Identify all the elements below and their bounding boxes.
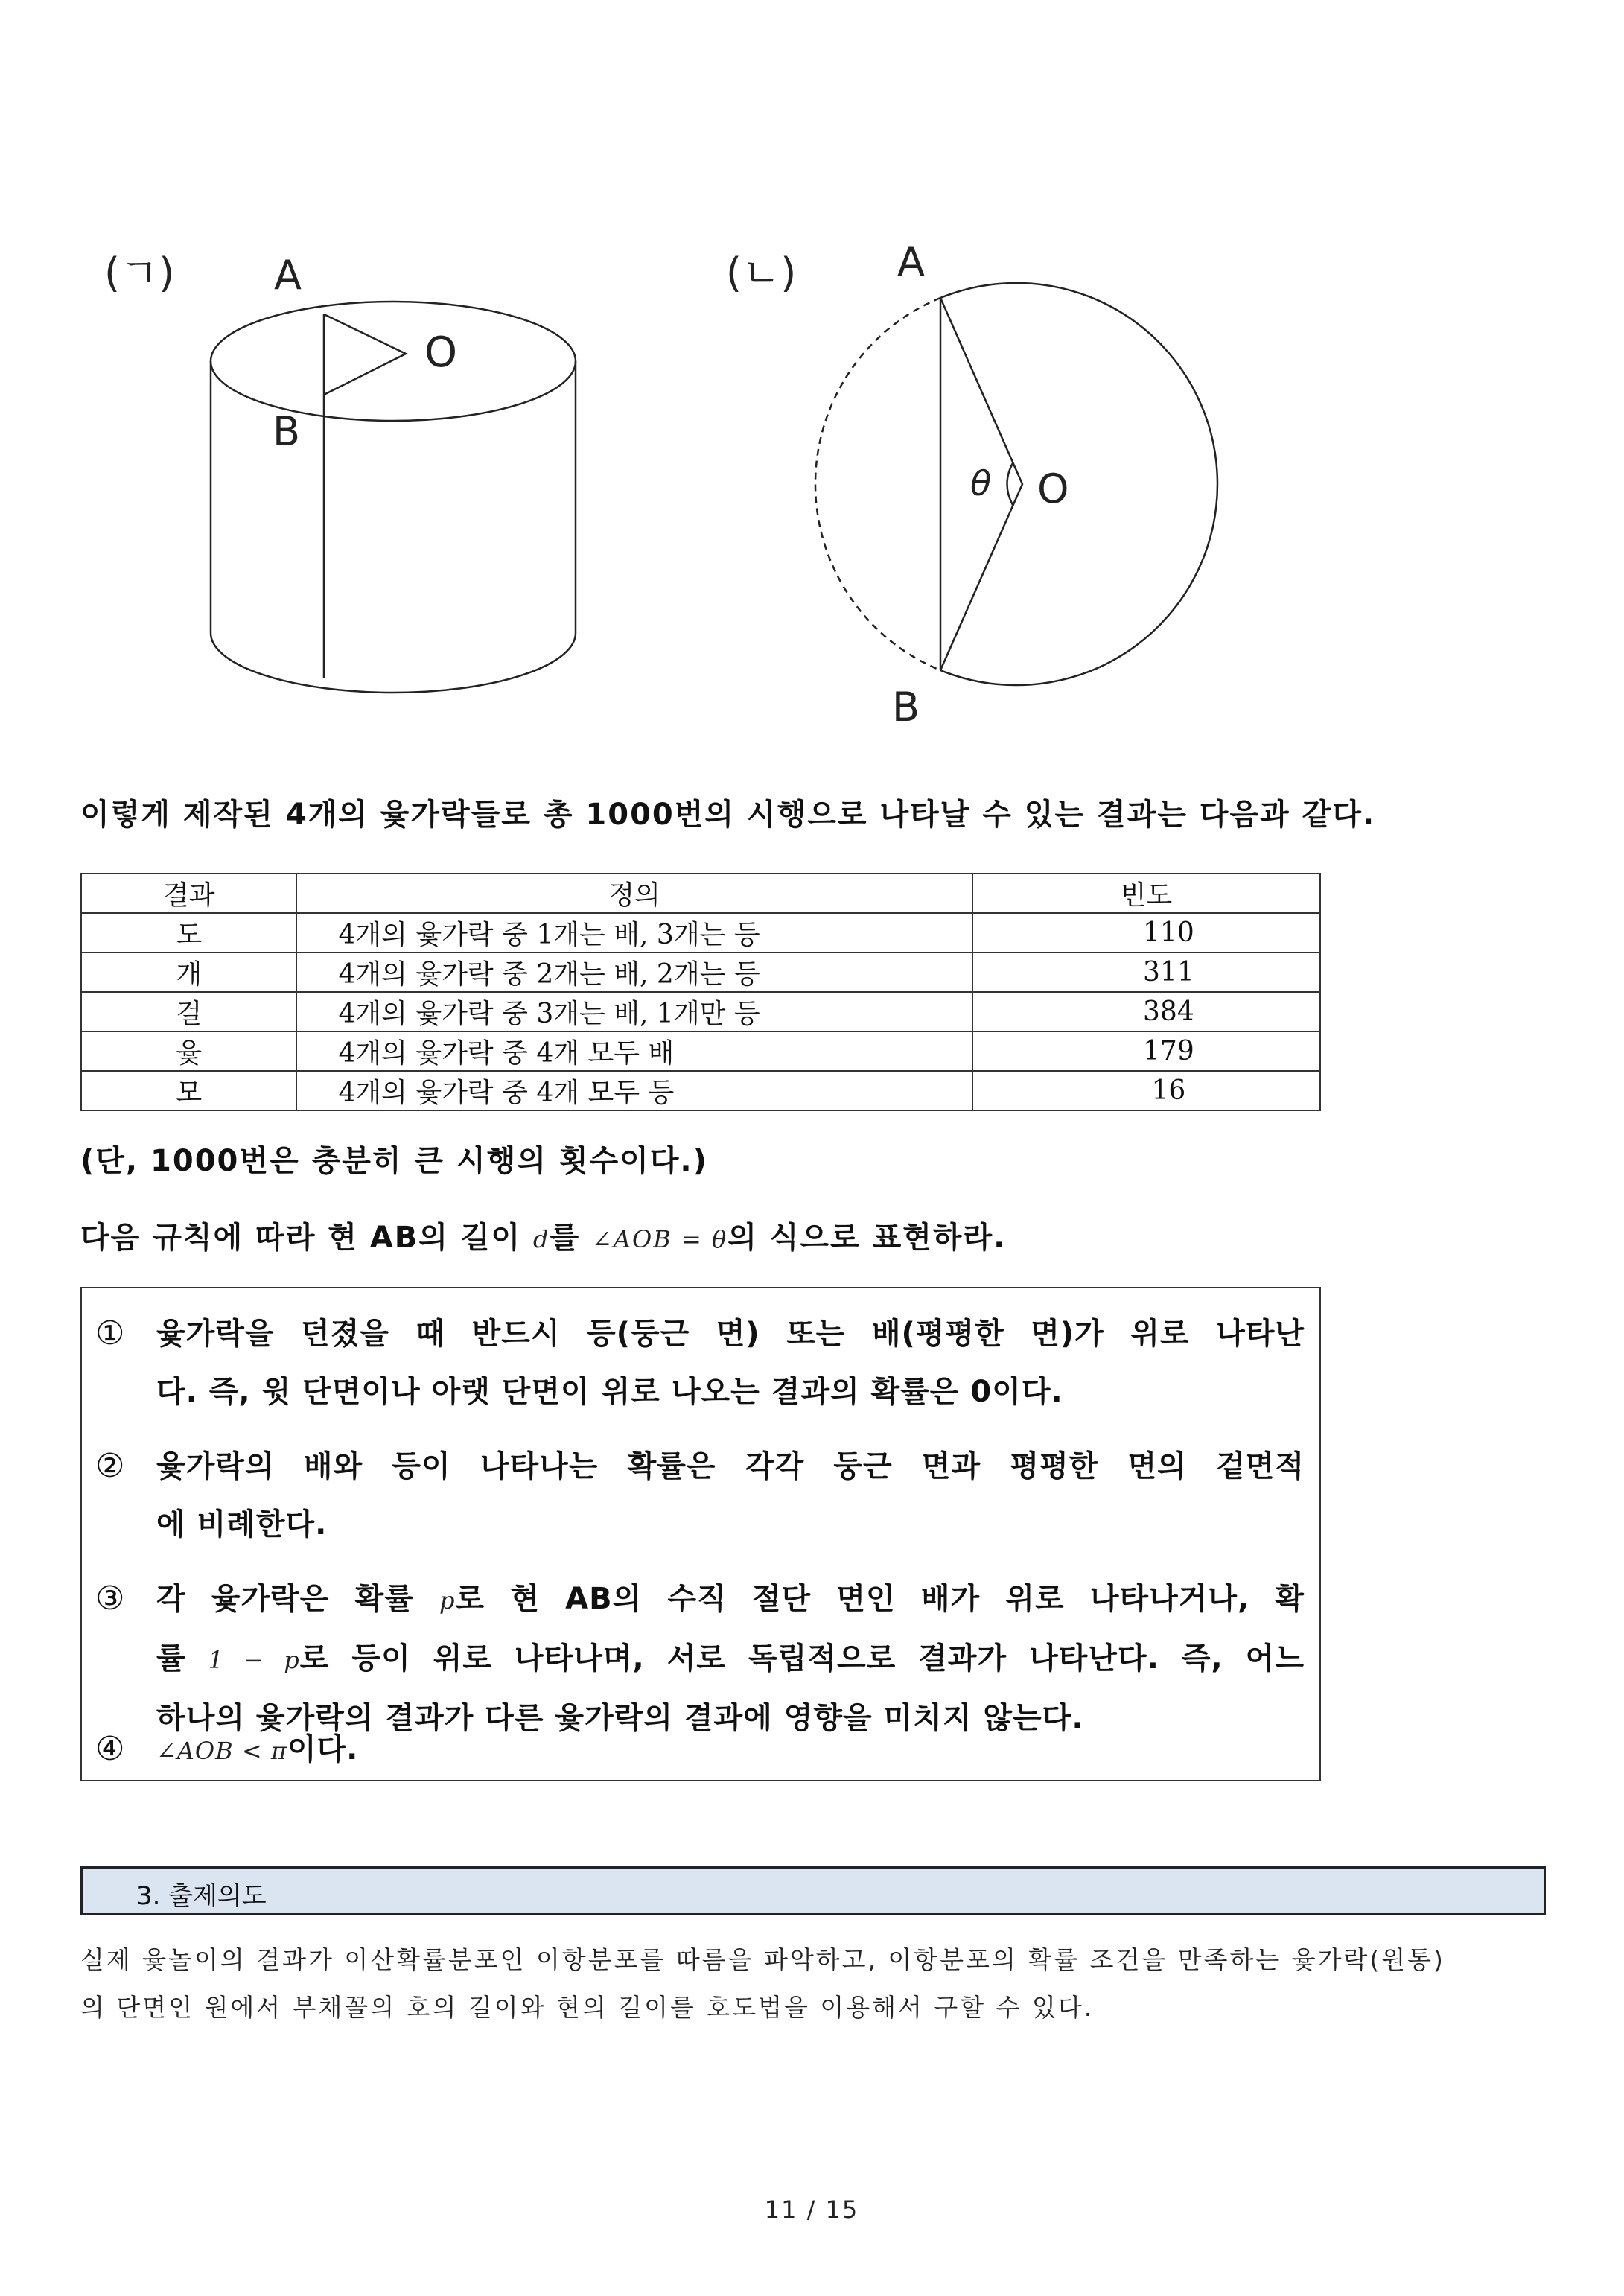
- rule-4-angle-expr: ∠AOB < π: [156, 1737, 287, 1765]
- question-part1: 다음 규칙에 따라 현 AB의 길이: [80, 1221, 534, 1255]
- angle-arc-mark: [1007, 463, 1013, 505]
- rule-3-var-1-minus-p: 1 − p: [208, 1646, 300, 1674]
- figure-left-tag: (ㄱ): [104, 249, 175, 296]
- cylinder-top-ellipse: [211, 302, 576, 421]
- rule-4-line: [156, 1720, 1305, 1780]
- rule-3-line-2a: 률: [156, 1641, 208, 1676]
- question-part3: 의 식으로 표현하라.: [727, 1221, 1007, 1255]
- cylinder-label-o: O: [424, 328, 458, 377]
- rule-3-line-1: [156, 1570, 1305, 1629]
- cell-result: 도: [81, 913, 296, 953]
- cell-frequency: 384: [972, 992, 1320, 1031]
- intro-text: 이렇게 제작된 4개의 윷가락들로 총 1000번의 시행으로 나타날 수 있는 결과는 다음과 같다.: [80, 798, 1376, 832]
- table-row: [81, 992, 1320, 1031]
- table-row: [81, 1071, 1320, 1110]
- rule-1-line-2: 다. 즉, 윗 단면이나 아랫 단면이 위로 나오는 결과의 확률은 0이다.: [156, 1375, 1063, 1409]
- circle-figure: [715, 223, 1251, 730]
- angle-theta-label: θ: [970, 463, 992, 503]
- rule-3-number: ③: [95, 1580, 126, 1618]
- circle-label-a: A: [897, 238, 925, 285]
- cylinder-label-b: B: [273, 408, 301, 455]
- section-title: 3. 출제의도: [136, 1881, 267, 1911]
- header-frequency: 빈도: [972, 874, 1320, 913]
- rule-3-line-3: 하나의 윷가락의 결과가 다른 윷가락의 결과에 영향을 미치지 않는다.: [156, 1701, 1084, 1735]
- table-row: [81, 953, 1320, 992]
- rule-3-line-1b: 로 현 AB의 수직 절단 면인 배가 위로 나타나거나, 확: [455, 1582, 1305, 1616]
- cell-definition: 4개의 윷가락 중 1개는 배, 3개는 등: [296, 913, 972, 953]
- header-result: 결과: [81, 874, 296, 913]
- rule-2-number: ②: [95, 1447, 126, 1485]
- table-header-row: [81, 874, 1320, 913]
- cylinder-bottom-arc: [211, 633, 576, 693]
- cylinder-label-a: A: [274, 252, 302, 299]
- section-body-line-2: 의 단면인 원에서 부채꼴의 호의 길이와 현의 길이를 호도법을 이용해서 구할 수 있다.: [80, 1993, 1095, 2022]
- results-table: [80, 873, 1321, 1111]
- circle-label-b: B: [892, 684, 920, 730]
- cell-result: 걸: [81, 992, 296, 1031]
- page-number: 11 / 15: [764, 2195, 859, 2224]
- rule-3-line-2: [156, 1629, 1305, 1689]
- rules-box: [80, 1287, 1321, 1781]
- question-angle-expr: ∠AOB = θ: [592, 1225, 728, 1253]
- question-part2: 를: [550, 1221, 593, 1255]
- cell-definition: 4개의 윷가락 중 4개 모두 등: [296, 1071, 972, 1110]
- section-body: [80, 1936, 1445, 2032]
- rule-3-var-p: p: [439, 1586, 456, 1615]
- rule-3-line-2b: 로 등이 위로 나타나며, 서로 독립적으로 결과가 나타난다. 즉, 어느: [299, 1641, 1305, 1676]
- cell-result: 모: [81, 1071, 296, 1110]
- question-text: [80, 1214, 1006, 1256]
- circle-minor-arc-dashed: [815, 298, 940, 670]
- question-var-d: d: [533, 1225, 550, 1253]
- cylinder-sector-lines: [324, 314, 406, 395]
- header-definition: 정의: [296, 874, 972, 913]
- cell-result: 윷: [81, 1031, 296, 1071]
- cell-definition: 4개의 윷가락 중 2개는 배, 2개는 등: [296, 953, 972, 992]
- cell-definition: 4개의 윷가락 중 3개는 배, 1개만 등: [296, 992, 972, 1031]
- rule-4-tail: 이다.: [287, 1732, 359, 1766]
- table-row: [81, 913, 1320, 953]
- rule-4-number: ④: [95, 1730, 126, 1768]
- circle-label-o: O: [1037, 465, 1069, 512]
- rule-1-line-1: 윷가락을 던졌을 때 반드시 등(둥근 면) 또는 배(평평한 면)가 위로 나타난: [156, 1317, 1305, 1351]
- cylinder-figure: [97, 238, 633, 700]
- section-body-line-1: 실제 윷놀이의 결과가 이산확률분포인 이항분포를 따름을 파악하고, 이항분포의 확률 조건을 만족하는 윷가락(원통): [80, 1945, 1445, 1974]
- table-row: [81, 1031, 1320, 1071]
- rule-2-line-1: 윷가락의 배와 등이 나타나는 확률은 각각 둥근 면과 평평한 면의 겉면적: [156, 1449, 1305, 1484]
- figure-right-tag: (ㄴ): [726, 249, 797, 296]
- rule-1-number: ①: [95, 1314, 126, 1352]
- cell-result: 개: [81, 953, 296, 992]
- rule-2-line-2: 에 비례한다.: [156, 1507, 328, 1542]
- note-text: (단, 1000번은 충분히 큰 시행의 횟수이다.): [80, 1144, 708, 1178]
- cell-frequency: 179: [972, 1031, 1320, 1071]
- section-header-bar: [80, 1866, 1546, 1915]
- cell-definition: 4개의 윷가락 중 4개 모두 배: [296, 1031, 972, 1071]
- cell-frequency: 311: [972, 953, 1320, 992]
- cell-frequency: 110: [972, 913, 1320, 953]
- cell-frequency: 16: [972, 1071, 1320, 1110]
- rule-3-line-1a: 각 윷가락은 확률: [156, 1582, 440, 1616]
